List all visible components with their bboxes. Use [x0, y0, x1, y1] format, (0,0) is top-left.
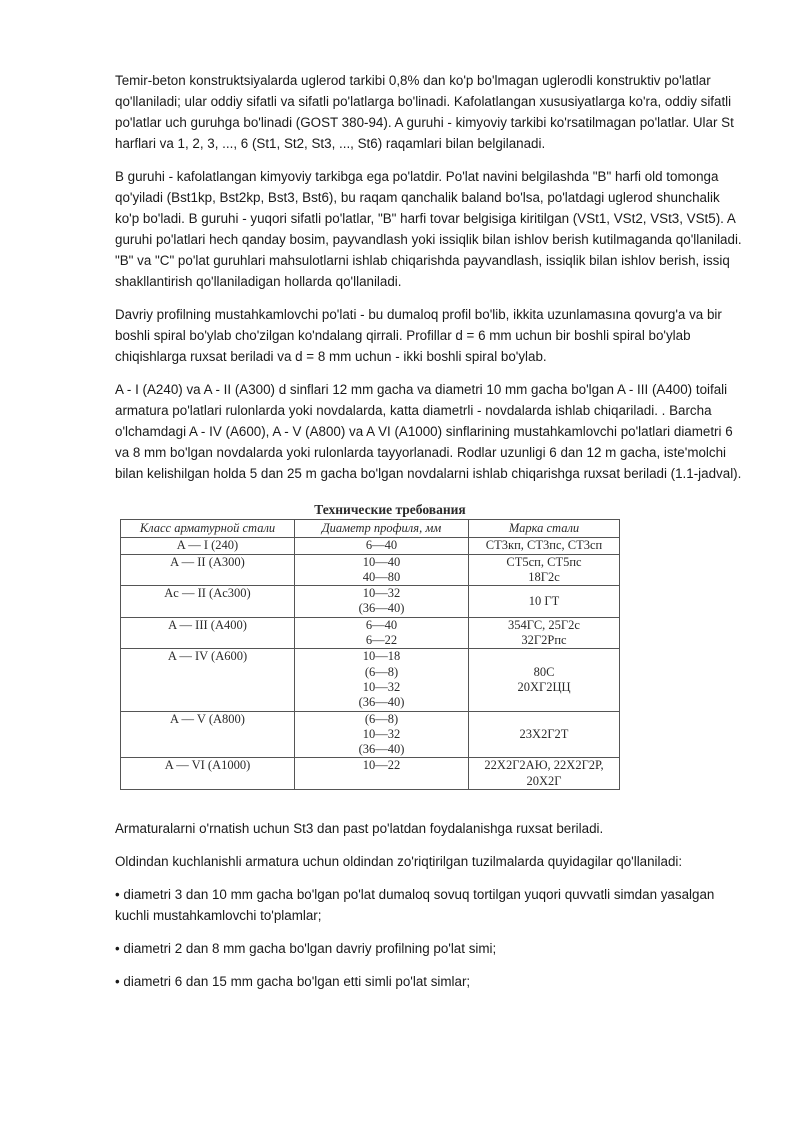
bullet-item-2: • diametri 2 dan 8 mm gacha bo'lgan davriy profilning po'lat simi;: [115, 941, 497, 957]
grade-value: 23Х2Г2Т: [519, 726, 569, 741]
paragraph-4: A - I (A240) va A - II (A300) d sinflari 12 mm gacha va diametri 10 mm gacha bo'lgan A - III (A400) toifali armatura po'latlari rulonlarda yoki novdalarda, katta diametrli - novdalarda ishlab chiqariladi. . Barcha o'lchamdagi A - IV (A600), A - V (A800) va A VI (A1000) sinflarining mustahkamlovchi po'latlari diametri 6 va 8 mm bo'lgan novdalarda yoki rulonlarda tayyorlanadi. Rodlar uzunligi 6 dan 12 m gacha, iste'molchi bilan kelishilgan holda 5 dan 25 m gacha bo'lgan novdalarni ishlab chiqarishga ruxsat beriladi (1.1-jadval).: [115, 382, 742, 481]
diameter-value: 10—32: [362, 586, 401, 601]
paragraph-1: Temir-beton konstruktsiyalarda uglerod tarkibi 0,8% dan ko'p bo'lmagan uglerodli konstruktiv po'latlar qo'llaniladi; ular oddiy sifatli va sifatli po'latlarga bo'linadi. Kafolatlangan xususiyatlarga ko'ra, oddiy sifatli po'latlar uch guruhga bo'linadi (GOST 380-94). A guruhi - kimyoviy tarkibi ko'rsatilmagan po'latlar. Ular St harflari va 1, 2, 3, ..., 6 (St1, St2, St3, ..., St6) raqamlari bilan belgilanadi.: [115, 73, 734, 151]
grade-value: 10 ГТ: [528, 593, 560, 608]
diameter-value: (36—40): [358, 742, 405, 757]
cell-steel-class: Ac — II (Ac300): [121, 586, 295, 618]
paragraph-2: B guruhi - kafolatlangan kimyoviy tarkibga ega po'latdir. Po'lat navini belgilashda "B" harfi old tomonga qo'yiladi (Bst1kp, Bst2kp, Bst3, Bst6), bu raqam qanchalik baland bo'lsa, po'latdagi uglerod shunchalik ko'p bo'ladi. B guruhi - yuqori sifatli po'latlar, "B" harfi tovar belgisiga kiritilgan (VSt1, VSt2, VSt3, VSt5). A guruhi po'latlari hech qanday bosim, payvandlash yoki issiqlik bilan ishlov berish kutilmaganda qo'llaniladi. "B" va "C" po'lat guruhlari mahsulotlarni ishlab chiqarishda payvandlash, issiqlik bilan ishlov berish, issiq shakllantirish qo'llaniladigan hollarda qo'llaniladi.: [115, 169, 742, 289]
cell-steel-class: A — I (240): [121, 538, 295, 554]
paragraph-6: Oldindan kuchlanishli armatura uchun oldindan zo'riqtirilgan tuzilmalarda quyidagilar qo'llaniladi:: [115, 854, 683, 870]
cell-steel-grade: [469, 586, 620, 618]
technical-requirements-table: [120, 519, 620, 790]
cell-steel-grade: [469, 649, 620, 711]
grade-value: СТ3кп, СТ3пс, СТ3сп: [485, 538, 603, 553]
cell-steel-class: A — VI (A1000): [121, 758, 295, 790]
cell-steel-class: A — III (A400): [121, 617, 295, 649]
grade-value: 18Г2с: [528, 569, 560, 584]
cell-steel-class: A — IV (A600): [121, 649, 295, 711]
cell-profile-diameter: [295, 758, 469, 790]
cell-steel-grade: [469, 711, 620, 758]
table-row: [121, 586, 620, 618]
diameter-value: (6—8): [364, 664, 399, 679]
header-steel-grade: Марка стали: [469, 520, 620, 538]
cell-steel-grade: [469, 617, 620, 649]
table-title: Технические требования: [314, 502, 466, 517]
diameter-value: 10—22: [362, 758, 401, 773]
grade-value: 20ХГ2ЦЦ: [517, 679, 571, 694]
diameter-value: (36—40): [358, 695, 405, 710]
paragraph-3: Davriy profilning mustahkamlovchi po'lati - bu dumaloq profil bo'lib, ikkita uzunlamasına qovurg'a va bir boshli spiral bo'ylab cho'zilgan ko'ndalang qirrali. Profillar d = 6 mm uchun bir boshli spiral bo'ylab chiqishlarga ruxsat beriladi va d = 8 mm uchun - ikki boshli spiral bo'ylab.: [115, 307, 722, 364]
cell-steel-grade: [469, 758, 620, 790]
cell-steel-class: A — II (A300): [121, 554, 295, 586]
paragraph-5: Armaturalarni o'rnatish uchun St3 dan past po'latdan foydalanishga ruxsat beriladi.: [115, 821, 604, 837]
grade-value: СТ5сп, СТ5пс: [506, 554, 582, 569]
cell-profile-diameter: [295, 711, 469, 758]
diameter-value: 10—32: [362, 726, 401, 741]
diameter-value: 6—40: [365, 538, 398, 553]
header-steel-class: Класс арматурной стали: [121, 520, 295, 538]
grade-value: 20Х2Г: [526, 773, 562, 788]
grade-value: 354ГС, 25Г2с: [508, 617, 580, 632]
cell-profile-diameter: [295, 554, 469, 586]
grade-value: 22Х2Г2АЮ, 22Х2Г2Р,: [484, 758, 604, 773]
table-header-row: [121, 520, 620, 538]
table-row: [121, 538, 620, 554]
cell-profile-diameter: [295, 538, 469, 554]
diameter-value: (36—40): [358, 601, 405, 616]
table-row: [121, 711, 620, 758]
table-row: [121, 554, 620, 586]
technical-requirements-table-figure: [120, 502, 620, 790]
cell-steel-grade: [469, 554, 620, 586]
diameter-value: 6—22: [365, 633, 398, 648]
table-row: [121, 758, 620, 790]
cell-profile-diameter: [295, 586, 469, 618]
grade-value: 32Г2Рпс: [521, 633, 567, 648]
diameter-value: 10—32: [362, 679, 401, 694]
bullet-item-3: • diametri 6 dan 15 mm gacha bo'lgan etti simli po'lat simlar;: [115, 974, 471, 990]
cell-profile-diameter: [295, 649, 469, 711]
cell-steel-grade: [469, 538, 620, 554]
header-profile-diameter: Диаметр профиля, мм: [295, 520, 469, 538]
document-page: [115, 70, 745, 1004]
diameter-value: 40—80: [362, 569, 401, 584]
diameter-value: 10—18: [362, 649, 401, 664]
table-row: [121, 649, 620, 711]
bullet-item-1: • diametri 3 dan 10 mm gacha bo'lgan po'lat dumaloq sovuq tortilgan yuqori quvvatli simdan yasalgan kuchli mustahkamlovchi to'plamlar;: [115, 887, 715, 924]
cell-steel-class: A — V (A800): [121, 711, 295, 758]
diameter-value: (6—8): [364, 711, 399, 726]
table-row: [121, 617, 620, 649]
cell-profile-diameter: [295, 617, 469, 649]
table-body: [121, 538, 620, 790]
diameter-value: 6—40: [365, 617, 398, 632]
grade-value: 80С: [533, 664, 555, 679]
diameter-value: 10—40: [362, 554, 401, 569]
